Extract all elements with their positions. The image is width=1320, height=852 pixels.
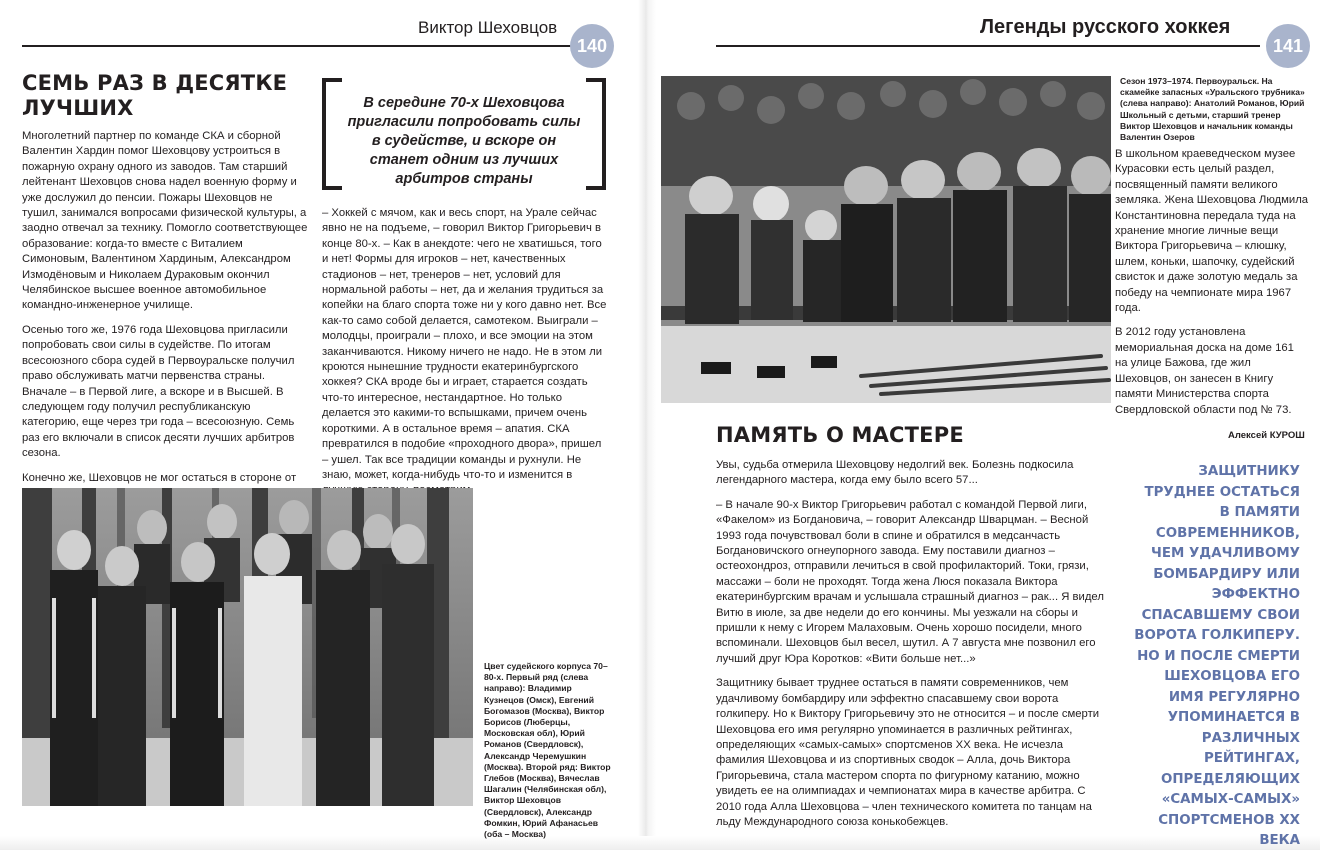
pull-quote-text: В середине 70-х Шеховцова пригласили попробовать силы в судействе, и вскоре он станет одним из лучших арбитров страны xyxy=(347,95,581,187)
bench-photo xyxy=(661,76,1111,403)
referees-group-photo-image xyxy=(22,488,473,806)
bracket-left xyxy=(322,78,342,190)
article-paragraph-1: Увы, судьба отмерила Шеховцову недолгий век. Болезнь подкосила легендарного мастера, когда ему было всего 57... xyxy=(716,459,1074,487)
intro-paragraph-1: Многолетний партнер по команде СКА и сборной Валентин Хардин помог Шеховцову устроиться в пожарную охрану одного из заводов. Там старший лейтенант Шеховцов снова надел военную форму и уже дослужил до пенсии. Пожары Шеховцов не тушил, занимался вопросами физической культуры, а заодно отвечал за технику. Помогло соответствующее образование: когда-то вместе с Виталием Симоновым, Валентином Хардиным, Александром Измодёновым и Николаем Дураковым окончил Челябинское высшее военное автомобильное командно-инженерное училище. xyxy=(22,130,308,312)
bracket-right xyxy=(586,78,606,190)
article-paragraph-3: Защитнику бывает труднее остаться в памяти современников, чем удачливому бомбардиру или эффектно спасавшему свои ворота голкиперу. Но к Виктору Григорьевичу это не относится – и после смерти Шеховцова его имя регулярно упоминается в различных рейтингах, определяющих «самых-самых» спортсменов ХХ века. Не исчезла фамилия Шеховцова и из спортивных сводок – Алла, дочь Виктора Григорьевича, стала мастером спорта по фигурному катанию, можно увидеть ее на олимпиадах и чемпионатах мира в качестве арбитра. С 2010 года Алла Шеховцова – член технического комитета по танцам на льду Международного союза конькобежцев. xyxy=(716,677,1100,828)
pull-quote xyxy=(322,78,606,186)
left-page xyxy=(0,0,640,850)
intro-paragraph-3: Конечно же, Шеховцов не мог остаться в стороне от xyxy=(22,471,297,484)
header-rule-left xyxy=(22,45,578,47)
page-number-141: 141 xyxy=(1266,24,1310,68)
running-head-right: Легенды русского хоккея xyxy=(980,16,1231,38)
museum-paragraph-2: В 2012 году установлена мемориальная доска на доме 161 на улице Бажова, где жил Шеховцов, он занесен в Книгу памяти Министерства спорта Свердловской области под № 73. xyxy=(1115,326,1294,416)
referees-group-photo xyxy=(22,488,473,806)
quote-column xyxy=(322,206,610,508)
museum-paragraph-1: В школьном краеведческом музее Курасовки есть целый раздел, посвященный памяти великого земляка. Жена Шеховцова Людмила Константиновна передала туда на хранение многие личные вещи Виктора Григорьевича – клюшку, шлем, коньки, шапочку, судейский свисток и даже золотую медаль за победу на чемпионате мира 1967 года. xyxy=(1115,148,1309,315)
side-pull-quote: ЗАЩИТНИКУ ТРУДНЕЕ ОСТАТЬСЯ В ПАМЯТИ СОВРЕМЕННИКОВ, ЧЕМ УДАЧЛИВОМУ БОМБАРДИРУ ИЛИ ЭФФЕКТНО СПАСАВШЕМУ СВОИ ВОРОТА ГОЛКИПЕРУ. НО И ПОСЛЕ СМЕРТИ ШЕХОВЦОВА ЕГО ИМЯ РЕГУЛЯРНО УПОМИНАЕТСЯ В РАЗЛИЧНЫХ РЕЙТИНГАХ, ОПРЕДЕЛЯЮЩИХ «САМЫХ-САМЫХ» СПОРТСМЕНОВ ХХ ВЕКА xyxy=(1134,464,1300,848)
header-rule-right xyxy=(716,45,1260,47)
bench-photo-caption: Сезон 1973–1974. Первоуральск. На скамейке запасных «Уральского трубника» (слева направо): Анатолий Романов, Юрий Школьный с детьми, старший тренер Виктор Шеховцов и начальник команды Валентин Озеров xyxy=(1120,76,1305,143)
article-column xyxy=(716,458,1112,839)
article-paragraph-2: – В начале 90-х Виктор Григорьевич работал с командой Первой лиги, «Факелом» из Богдановича, – говорит Александр Шварцман. – Весной 1993 года почувствовал боли в спине и обратился в медсанчасть Богдановичского огнеупорного завода. Ему поставили диагноз – остеохондроз, отправили лечиться в свой профилакторий. Токи, грязи, массажи – боли не проходят. Тогда жена Люся показала Виктора екатеринбургским врачам и услышала страшный диагноз – рак... Я видел Витю в июле, за две недели до его кончины. Мы уезжали на сборы и пришли к нему с Игорем Малаховым. Очень хорошо посидели, много вспоминали. Шеховцов был весел, шутил. А 7 августа мне позвонил его лучший друг Юра Коротков: «Вити больше нет...» xyxy=(716,498,1104,665)
bench-photo-image xyxy=(661,76,1111,403)
intro-column xyxy=(22,129,308,526)
page-number-140: 140 xyxy=(570,24,614,68)
title-line-2: ЛУЧШИХ xyxy=(22,96,134,120)
title-line-1: СЕМЬ РАЗ В ДЕСЯТКЕ xyxy=(22,71,288,95)
section-title-memory: ПАМЯТЬ О МАСТЕРЕ xyxy=(716,423,964,447)
section-title-seven-times xyxy=(22,71,312,121)
museum-column xyxy=(1115,147,1309,427)
author-byline: Алексей КУРОШ xyxy=(1228,430,1305,441)
intro-paragraph-2: Осенью того же, 1976 года Шеховцова пригласили попробовать свои силы в судействе. По итогам всесоюзного сбора судей в Первоуральске получил право обслуживать матчи первенства страны. Вначале – в Первой лиге, а вскоре и в Высшей. В следующем году получил республиканскую категорию, еще через три года – всесоюзную. Семь раз его включали в список десяти лучших арбитров сезона. xyxy=(22,323,295,460)
running-head-left: Виктор Шеховцов xyxy=(418,18,558,37)
referees-photo-caption: Цвет судейского корпуса 70–80-х. Первый ряд (слева направо): Владимир Кузнецов (Омск), Евгений Богомазов (Москва), Виктор Борисов (Люберцы, Московская обл), Юрий Романов (Свердловск), Александр Черемушкин (Москва). Второй ряд: Виктор Глебов (Москва), Вячеслав Шагалин (Челябинская обл), Виктор Шеховцов (Свердловск), Александр Фомкин, Юрий Афанасьев (оба – Москва) xyxy=(484,661,611,840)
quote-paragraph: – Хоккей с мячом, как и весь спорт, на Урале сейчас явно не на подъеме, – говорил Виктор Григорьевич в конце 80-х. – Как в анекдоте: чего не хватишься, того и нет! Формы для игроков – нет, качественных стадионов – нет, тренеров – нет, условий для нормальной работы – нет, да и желания трудиться за копейки на благо спорта тоже ни у кого давно нет. Все как-то само собой делается, самотеком. Выиграли – молодцы, проиграли – плохо, и все эмоции на этом заканчиваются. Никому ничего не надо. Не в этом ли кроются нынешние трудности екатеринбургского хоккея? СКА вроде бы и играет, старается создать что-то интересное, нестандартное. Но только делается это какими-то вспышками, причем очень короткими. А в остальное время – апатия. СКА превратился в подобие «проходного двора», пришел – ушел. Так все традиции команды и рухнули. Не знаю, может, когда-нибудь что-то и изменится в xyxy=(322,207,607,481)
